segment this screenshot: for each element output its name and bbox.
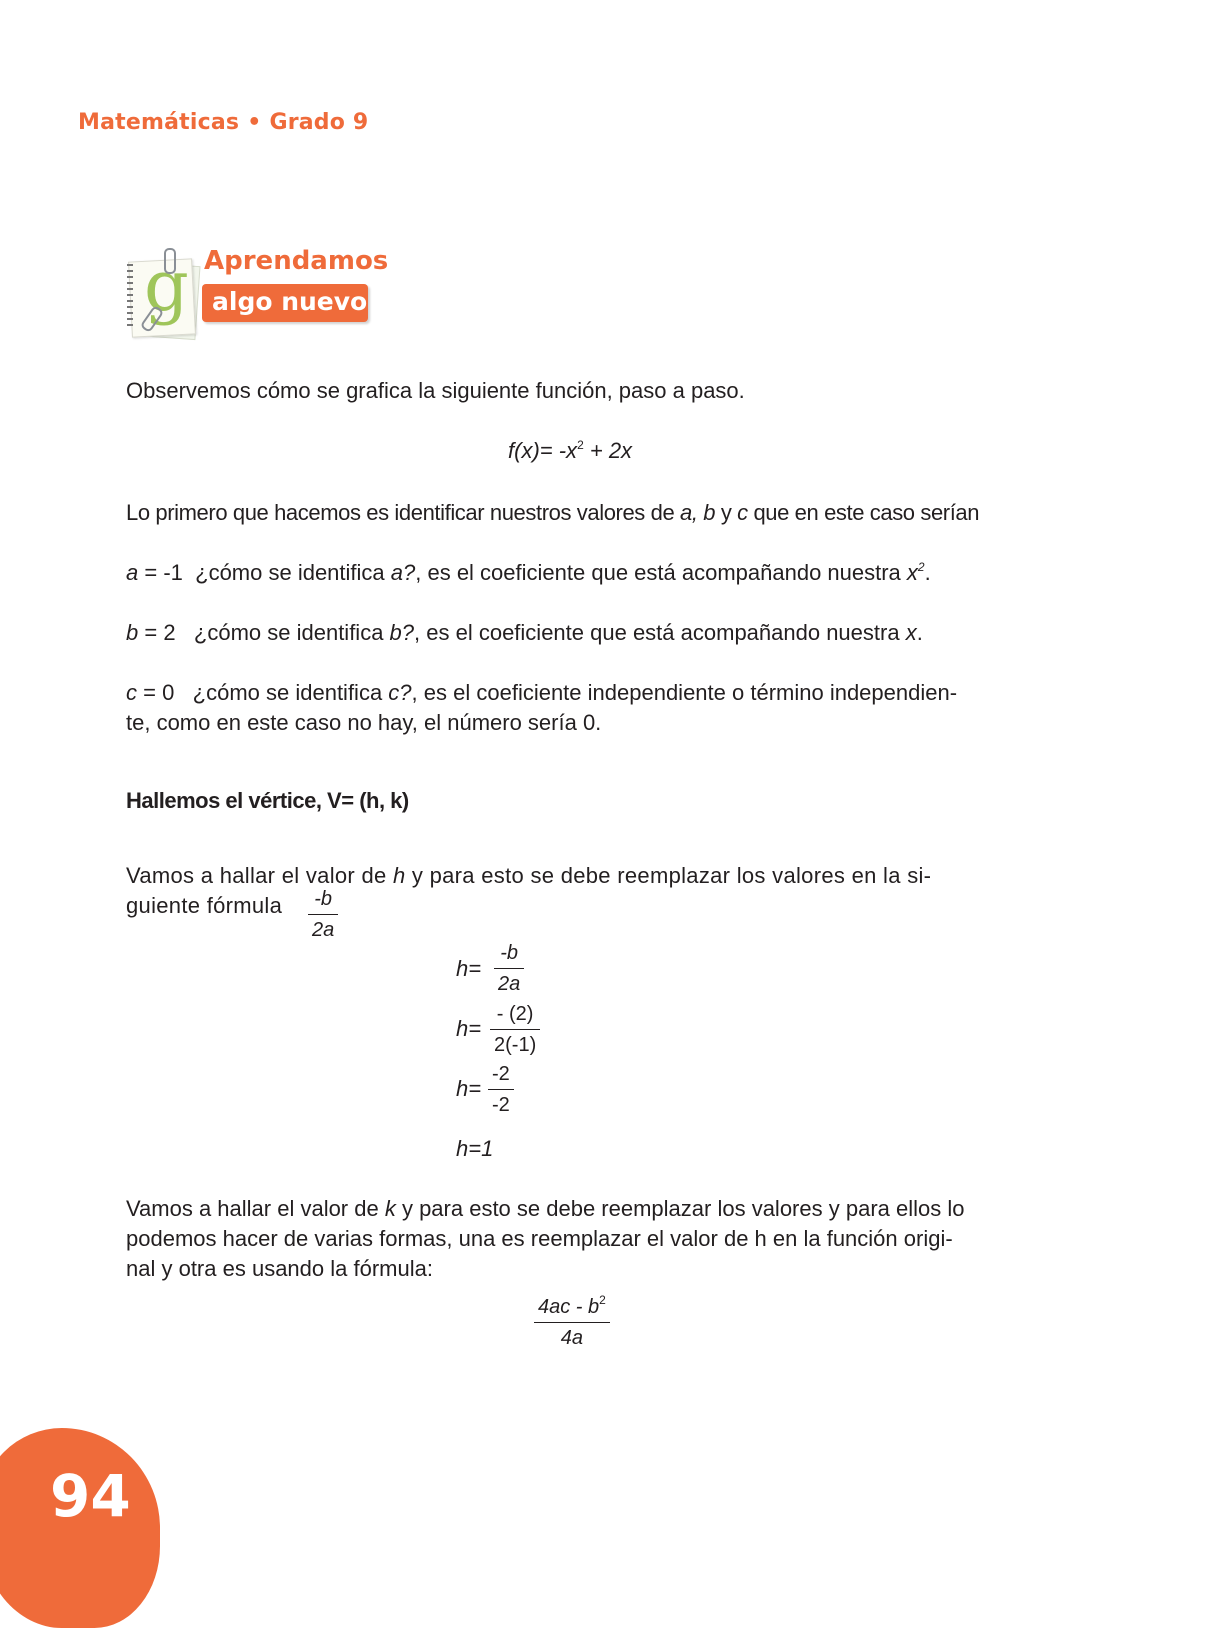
subject-label: Matemáticas [78,110,240,135]
page-number: 94 [50,1462,131,1530]
g-logo-icon: g [144,245,189,327]
k-var: k [384,1196,396,1221]
coef-a-value: = -1 [138,560,183,585]
h-step3-fraction [488,1061,514,1118]
coef-b-value: = 2 [138,620,176,645]
coef-c-line2: te, como en este caso no hay, el número sería 0. [126,710,602,735]
coef-b-text2: , es el coeficiente que está acompañando nuestra [414,620,906,645]
identify-y: y [715,500,738,525]
coef-b-name: b [126,620,139,645]
fraction-bar [490,1029,540,1030]
grade-label: Grado 9 [269,110,369,135]
header-separator: • [247,110,262,135]
coef-a-end: . [924,560,931,585]
h-step2-fraction [490,1001,540,1058]
coef-c-text1: ¿cómo se identifica [192,680,389,705]
fraction-numerator: -2 [492,1063,510,1085]
coef-c-value: = 0 [137,680,175,705]
coef-a-name: a [126,560,139,585]
function-exponent: 2 [577,438,584,452]
identify-tail: que en este caso serían [747,500,980,525]
intro-paragraph: Observemos cómo se grafica la siguiente función, paso a paso. [126,378,745,403]
h-text1: Vamos a hallar el valor de [126,863,393,888]
identify-text: Lo primero que hacemos es identificar nuestros valores de [126,500,680,525]
identify-c: c [737,500,748,525]
coef-b-end: . [916,620,923,645]
coef-b-x: x [905,620,917,645]
section-title: Hallemos el vértice, V= (h, k) [126,788,409,813]
k-formula-num: 4ac - b [538,1296,600,1318]
coef-c-q: c? [388,680,412,705]
coef-a-text2: , es el coeficiente que está acompañando nuestra [415,560,907,585]
k-paragraph [126,1194,1018,1284]
coef-a-line [126,558,1018,588]
notebook-rings [127,264,133,330]
fraction-numerator: -b [500,942,519,964]
coef-c-line [126,678,1018,738]
coef-b-text1: ¿cómo se identifica [193,620,390,645]
k-text2: y para esto se debe reemplazar los valores y para ellos lo [395,1196,965,1221]
k-line2: podemos hacer de varias formas, una es reemplazar el valor de h en la función origi- [126,1226,953,1251]
identify-paragraph [126,498,1018,528]
h-result: h=1 [456,1136,494,1161]
book-header [78,110,368,135]
fraction-numerator: - (2) [496,1003,534,1025]
fraction-bar [494,968,524,969]
h-step3-label: h= [456,1076,482,1101]
coef-b-q: b? [389,620,415,645]
fraction-denominator: 2a [312,919,335,941]
fraction-bar [534,1322,610,1323]
badge-subtitle: algo nuevo [202,284,368,322]
coef-a-text1: ¿cómo se identifica [195,560,391,585]
h-step1-label: h= [456,956,482,981]
coef-c-text2: , es el coeficiente independiente o término independien- [411,680,958,705]
coef-a-exp: 2 [917,560,925,574]
h-step1-fraction [494,940,524,997]
coef-a-x: x [906,560,918,585]
fraction-denominator: -2 [492,1094,510,1116]
function-rhs: + 2x [583,438,633,463]
k-formula-exp: 2 [599,1293,606,1307]
k-line3: nal y otra es usando la fórmula: [126,1256,433,1281]
fraction-denominator: 2(-1) [494,1034,537,1056]
function-lhs: f(x)= -x [508,438,578,463]
k-text1: Vamos a hallar el valor de [126,1196,385,1221]
k-formula-fraction [534,1294,610,1351]
coef-a-q: a? [390,560,416,585]
coef-c-name: c [126,680,137,705]
badge-title: Aprendamos [204,246,389,276]
h-paragraph [126,861,1018,921]
fraction-denominator: 2a [498,973,521,995]
aprendamos-badge [126,245,389,346]
identify-vars: a, b [680,500,716,525]
fraction-bar [488,1089,514,1090]
coef-b-line [126,618,1018,648]
fraction-bar [308,914,338,915]
paperclip-icon [164,248,176,274]
h-inline-fraction [308,886,338,943]
fraction-numerator [534,1294,610,1320]
fraction-numerator: -b [314,888,333,910]
h-line2: guiente fórmula [126,893,283,918]
fraction-denominator: 4a [560,1327,584,1349]
h-var: h [392,863,406,888]
h-text2: y para esto se debe reemplazar los valores en la si- [405,863,932,888]
h-step2-label: h= [456,1016,482,1041]
function-equation [508,438,632,464]
